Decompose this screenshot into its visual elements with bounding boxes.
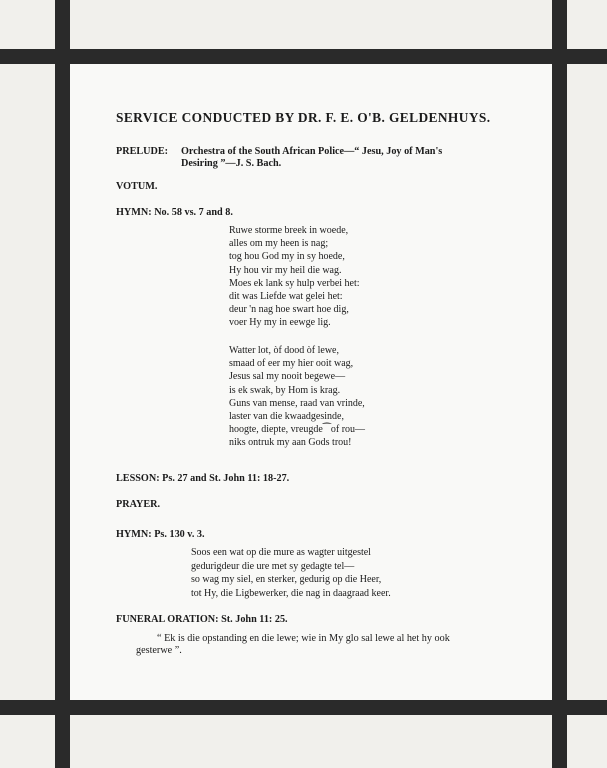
frame-bar-bottom xyxy=(0,700,607,715)
frame-bar-top xyxy=(0,49,607,64)
verse-line: Hy hou vir my heil die wag. xyxy=(229,264,342,276)
verse-line: alles om my heen is nag; xyxy=(229,238,329,250)
prelude-text: Orchestra of the South African Police—“ Jesu, Joy of Man's xyxy=(181,146,443,157)
verse-line: tog hou God my in sy hoede, xyxy=(229,251,345,263)
verse-line: niks ontruk my aan Gods trou! xyxy=(229,437,352,449)
votum-heading: VOTUM. xyxy=(116,181,158,192)
verse-line: Jesus sal my nooit begewe— xyxy=(229,371,346,383)
verse-line: smaad of eer my hier ooit wag, xyxy=(229,358,354,370)
verse-line: hoogte, diepte, vreugde⁀of rou— xyxy=(229,424,366,436)
lesson-heading: LESSON: Ps. 27 and St. John 11: 18-27. xyxy=(116,473,290,484)
verse-line: laster van die kwaadgesinde, xyxy=(229,411,344,423)
verse-line: Watter lot, òf dood òf lewe, xyxy=(229,345,339,356)
verse-line: gedurigdeur die ure met sy gedagte tel— xyxy=(191,560,355,572)
oration-heading: FUNERAL ORATION: St. John 11: 25. xyxy=(116,614,288,625)
page-title: SERVICE CONDUCTED BY DR. F. E. O'B. GELDENHUYS. xyxy=(116,110,491,125)
oration-quote-continued: gesterwe ”. xyxy=(136,645,182,656)
verse-line: dit was Liefde wat gelei het: xyxy=(229,291,343,303)
hymn2-heading: HYMN: Ps. 130 v. 3. xyxy=(116,529,205,540)
oration-quote: “ Ek is die opstanding en die lewe; wie in My glo sal lewe al het hy ook xyxy=(157,633,450,644)
prelude-text-continued: Desiring ”—J. S. Bach. xyxy=(181,158,282,169)
verse-line: tot Hy, die Ligbewerker, die nag in daagraad keer. xyxy=(191,587,391,599)
hymn1-heading: HYMN: No. 58 vs. 7 and 8. xyxy=(116,207,233,218)
prayer-heading: PRAYER. xyxy=(116,499,161,510)
prelude-label: PRELUDE: xyxy=(116,146,169,157)
verse-line: Moes ek lank sy hulp verbei het: xyxy=(229,277,360,289)
verse-line: so wag my siel, en sterker, gedurig op die Heer, xyxy=(191,574,382,586)
verse-line: is ek swak, by Hom is krag. xyxy=(229,384,341,396)
verse-line: deur 'n nag hoe swart hoe dig, xyxy=(229,304,349,316)
hymn1-stanza-2 xyxy=(229,344,365,450)
verse-line: Guns van mense, raad van vrinde, xyxy=(229,397,365,409)
verse-line: Soos een wat op die mure as wagter uitgestel xyxy=(191,547,371,558)
verse-line: voer Hy my in eewge lig. xyxy=(229,317,331,329)
frame-bar-right xyxy=(552,0,567,768)
programme-page xyxy=(70,64,552,700)
frame-bar-left xyxy=(55,0,70,768)
hymn1-stanza-1 xyxy=(229,224,360,330)
hymn2-verse xyxy=(191,546,391,600)
verse-line: Ruwe storme breek in woede, xyxy=(229,225,349,236)
